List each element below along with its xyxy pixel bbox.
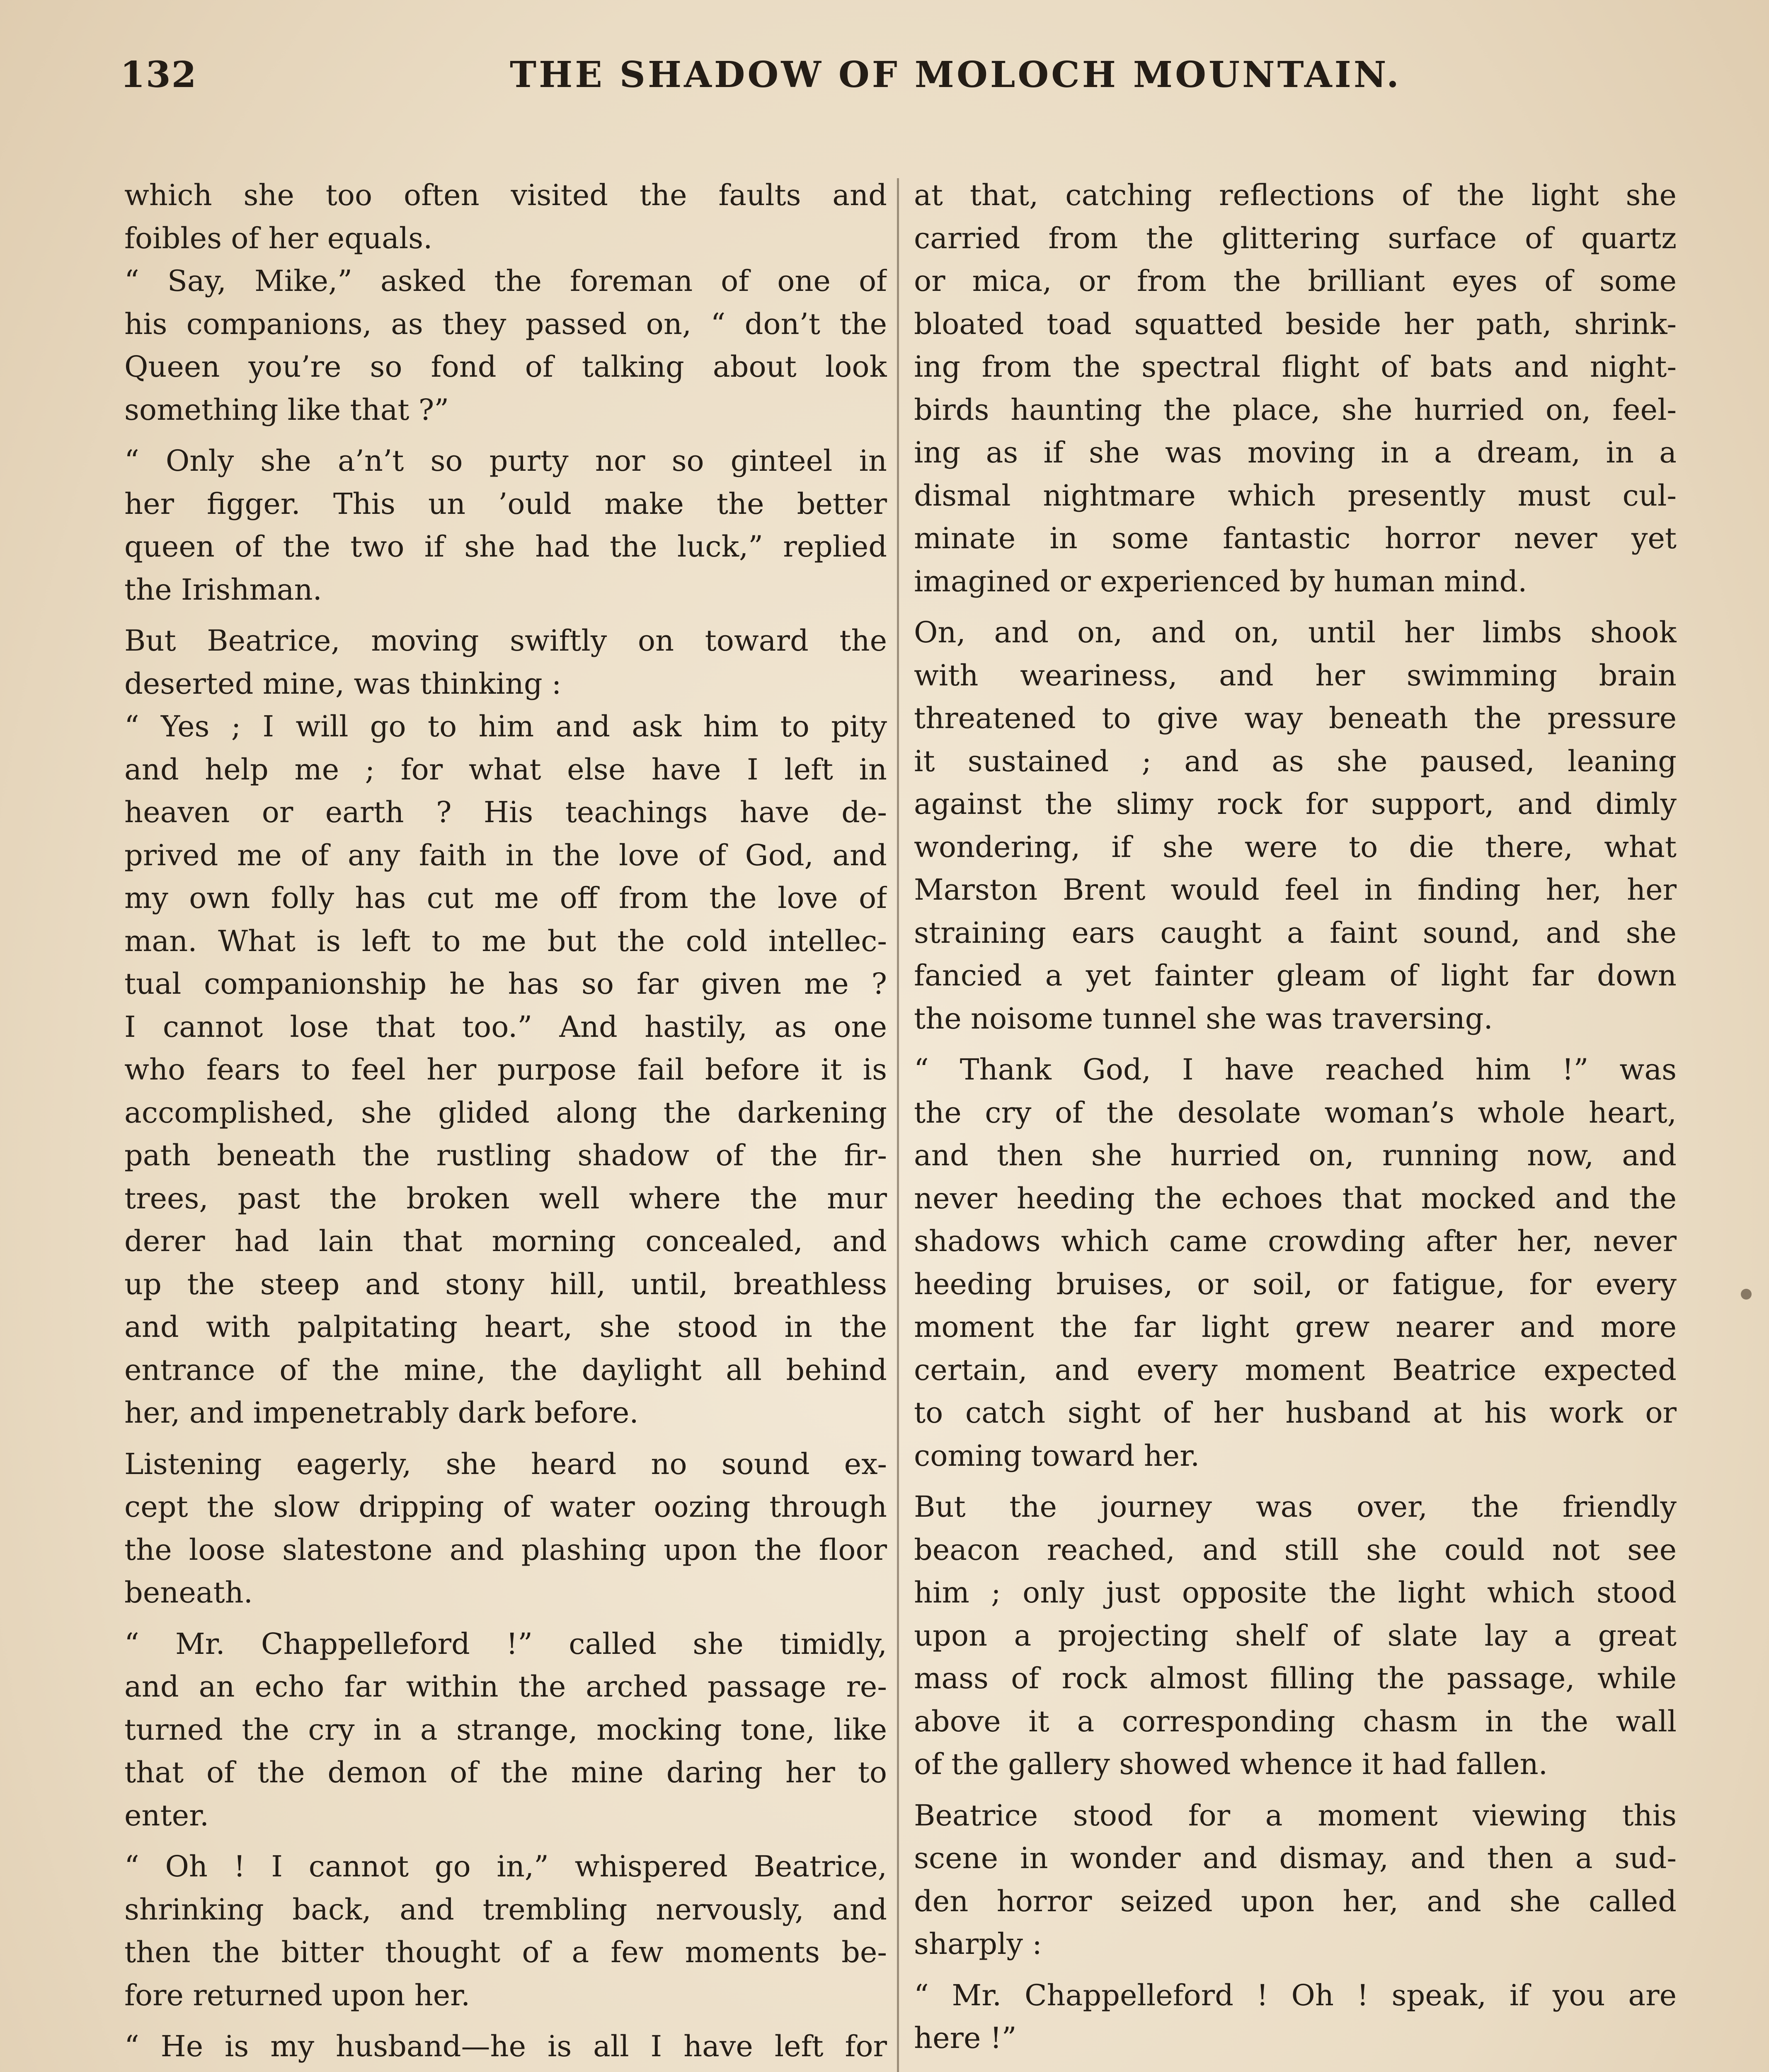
paragraph-gap xyxy=(914,1966,1677,1974)
text-line: upon a projecting shelf of slate lay a great xyxy=(914,1618,1677,1653)
text-line: prived me of any faith in the love of God, and xyxy=(124,838,887,872)
text-line: man. What is left to me but the cold intellec- xyxy=(124,924,887,958)
paragraph-gap xyxy=(124,1837,887,1845)
text-line: her, and impenetrably dark before. xyxy=(124,1396,639,1430)
text-line: carried from the glittering surface of quartz xyxy=(914,221,1677,255)
text-line: enter. xyxy=(124,1798,209,1832)
text-line: entrance of the mine, the daylight all behind xyxy=(124,1353,887,1387)
paragraph-gap xyxy=(914,2060,1677,2068)
text-line: wondering, if she were to die there, what xyxy=(914,830,1677,864)
text-line: heeding bruises, or soil, or fatigue, for every xyxy=(914,1267,1677,1301)
text-line: that of the demon of the mine daring her to xyxy=(124,1755,887,1789)
text-line: never heeding the echoes that mocked and the xyxy=(914,1181,1677,1215)
text-line xyxy=(914,2068,1677,2072)
text-line xyxy=(124,2068,887,2072)
text-line: But Beatrice, moving swiftly on toward the xyxy=(124,624,887,658)
page-number: 132 xyxy=(120,54,197,96)
left-text-column xyxy=(124,174,887,2072)
ink-spot xyxy=(1741,1289,1752,1300)
text-line: accomplished, she glided along the darkening xyxy=(124,1095,887,1130)
text-line: cept the slow dripping of water oozing through xyxy=(124,1490,887,1524)
text-line: Beatrice stood for a moment viewing this xyxy=(914,1798,1677,1832)
text-line: beneath. xyxy=(124,1576,253,1610)
text-line: “ He is my husband—he is all I have left for xyxy=(124,2029,887,2063)
text-line: coming toward her. xyxy=(914,1438,1200,1473)
text-line: Queen you’re so fond of talking about look xyxy=(124,350,887,384)
text-line: queen of the two if she had the luck,” replied xyxy=(124,530,887,564)
text-line: my own folly has cut me off from the love of xyxy=(124,881,887,915)
text-line: tual companionship he has so far given me ? xyxy=(124,967,887,1001)
text-line: beacon reached, and still she could not see xyxy=(914,1532,1677,1567)
text-line: certain, and every moment Beatrice expected xyxy=(914,1353,1677,1387)
text-line: and an echo far within the arched passage re- xyxy=(124,1670,887,1704)
paragraph-gap xyxy=(124,1435,887,1443)
text-line: shrinking back, and trembling nervously, and xyxy=(124,1892,887,1927)
text-line: the Irishman. xyxy=(124,572,322,607)
text-line: minate in some fantastic horror never yet xyxy=(914,521,1677,555)
text-line: den horror seized upon her, and she called xyxy=(914,1884,1677,1918)
text-line: moment the far light grew nearer and more xyxy=(914,1310,1677,1344)
text-line: the loose slatestone and plashing upon the floor xyxy=(124,1532,887,1567)
text-line: “ Mr. Chappelleford !” called she timidly, xyxy=(124,1627,887,1661)
text-line: of the gallery showed whence it had fallen. xyxy=(914,1747,1548,1781)
paragraph-gap xyxy=(124,1615,887,1623)
paragraph-gap xyxy=(124,2017,887,2025)
text-line: bloated toad squatted beside her path, shrink- xyxy=(914,307,1677,341)
text-line: here !” xyxy=(914,2021,1017,2055)
paragraph-gap xyxy=(124,611,887,620)
text-line: sharply : xyxy=(914,1927,1042,1961)
paragraph-gap xyxy=(914,603,1677,611)
paragraph-gap xyxy=(124,431,887,440)
text-line: the cry of the desolate woman’s whole heart, xyxy=(914,1095,1677,1130)
text-line: path beneath the rustling shadow of the fir- xyxy=(124,1138,887,1172)
text-line: up the steep and stony hill, until, breathless xyxy=(124,1267,887,1301)
text-line: to catch sight of her husband at his work or xyxy=(914,1396,1677,1430)
paragraph-gap xyxy=(914,1477,1677,1486)
text-line: fancied a yet fainter gleam of light far down xyxy=(914,959,1677,992)
text-line: shadows which came crowding after her, never xyxy=(914,1224,1677,1258)
text-line: heaven or earth ? His teachings have de- xyxy=(124,795,887,829)
text-line: birds haunting the place, she hurried on, feel- xyxy=(914,392,1677,427)
text-line: above it a corresponding chasm in the wall xyxy=(914,1704,1677,1738)
column-divider xyxy=(897,178,899,2072)
text-line: I cannot lose that too.” And hastily, as one xyxy=(124,1009,887,1044)
text-line: with weariness, and her swimming brain xyxy=(914,658,1677,692)
text-line: and help me ; for what else have I left in xyxy=(124,752,887,787)
text-line: against the slimy rock for support, and dimly xyxy=(914,787,1677,821)
right-text-column xyxy=(914,174,1677,2072)
paragraph-gap xyxy=(914,1786,1677,1794)
text-line: threatened to give way beneath the pressure xyxy=(914,701,1677,735)
text-line: and with palpitating heart, she stood in the xyxy=(124,1310,887,1344)
text-line: the noisome tunnel she was traversing. xyxy=(914,1001,1493,1036)
book-title: THE SHADOW OF MOLOCH MOUNTAIN. xyxy=(510,54,1401,96)
text-line: or mica, or from the brilliant eyes of some xyxy=(914,264,1677,298)
text-line: him ; only just opposite the light which stood xyxy=(914,1576,1677,1610)
text-line: then the bitter thought of a few moments be- xyxy=(124,1935,887,1969)
text-line: and then she hurried on, running now, and xyxy=(914,1138,1677,1172)
text-line: straining ears caught a faint sound, and she xyxy=(914,915,1677,950)
text-line: trees, past the broken well where the mur xyxy=(124,1181,887,1215)
text-line: Marston Brent would feel in finding her, her xyxy=(914,873,1677,907)
text-line: “ Oh ! I cannot go in,” whispered Beatrice, xyxy=(124,1849,887,1883)
text-line: dismal nightmare which presently must cul- xyxy=(914,478,1677,513)
text-line: which she too often visited the faults and xyxy=(124,178,887,212)
text-line: fore returned upon her. xyxy=(124,1978,470,2012)
running-head xyxy=(116,46,1666,108)
paragraph-gap xyxy=(914,1040,1677,1048)
text-line: mass of rock almost filling the passage, while xyxy=(914,1661,1677,1695)
text-line: deserted mine, was thinking : xyxy=(124,666,562,701)
text-line: something like that ?” xyxy=(124,392,449,427)
text-line: ing from the spectral flight of bats and night- xyxy=(914,350,1677,384)
text-line: derer had lain that morning concealed, and xyxy=(124,1224,887,1258)
text-line: at that, catching reflections of the light she xyxy=(914,178,1677,212)
text-line: who fears to feel her purpose fail before it is xyxy=(124,1053,887,1087)
text-line: “ Yes ; I will go to him and ask him to pity xyxy=(124,709,887,743)
text-line: it sustained ; and as she paused, leaning xyxy=(914,744,1677,778)
text-line: “ Mr. Chappelleford ! Oh ! speak, if you are xyxy=(914,1978,1677,2012)
text-line: imagined or experienced by human mind. xyxy=(914,564,1527,598)
text-line: turned the cry in a strange, mocking tone, like xyxy=(124,1712,887,1747)
text-line: “ Say, Mike,” asked the foreman of one of xyxy=(124,264,887,298)
text-line: Listening eagerly, she heard no sound ex- xyxy=(124,1447,887,1481)
text-line: On, and on, and on, until her limbs shook xyxy=(914,615,1677,649)
text-line: ing as if she was moving in a dream, in a xyxy=(914,436,1677,470)
text-line: “ Thank God, I have reached him !” was xyxy=(914,1053,1677,1087)
text-line: scene in wonder and dismay, and then a sud- xyxy=(914,1841,1677,1875)
text-line: foibles of her equals. xyxy=(124,221,433,255)
text-line: his companions, as they passed on, “ don’t the xyxy=(124,307,887,341)
text-line: her figger. This un ’ould make the better xyxy=(124,487,887,521)
text-line: “ Only she a’n’t so purty nor so ginteel in xyxy=(124,444,887,478)
text-line: But the journey was over, the friendly xyxy=(914,1490,1677,1524)
